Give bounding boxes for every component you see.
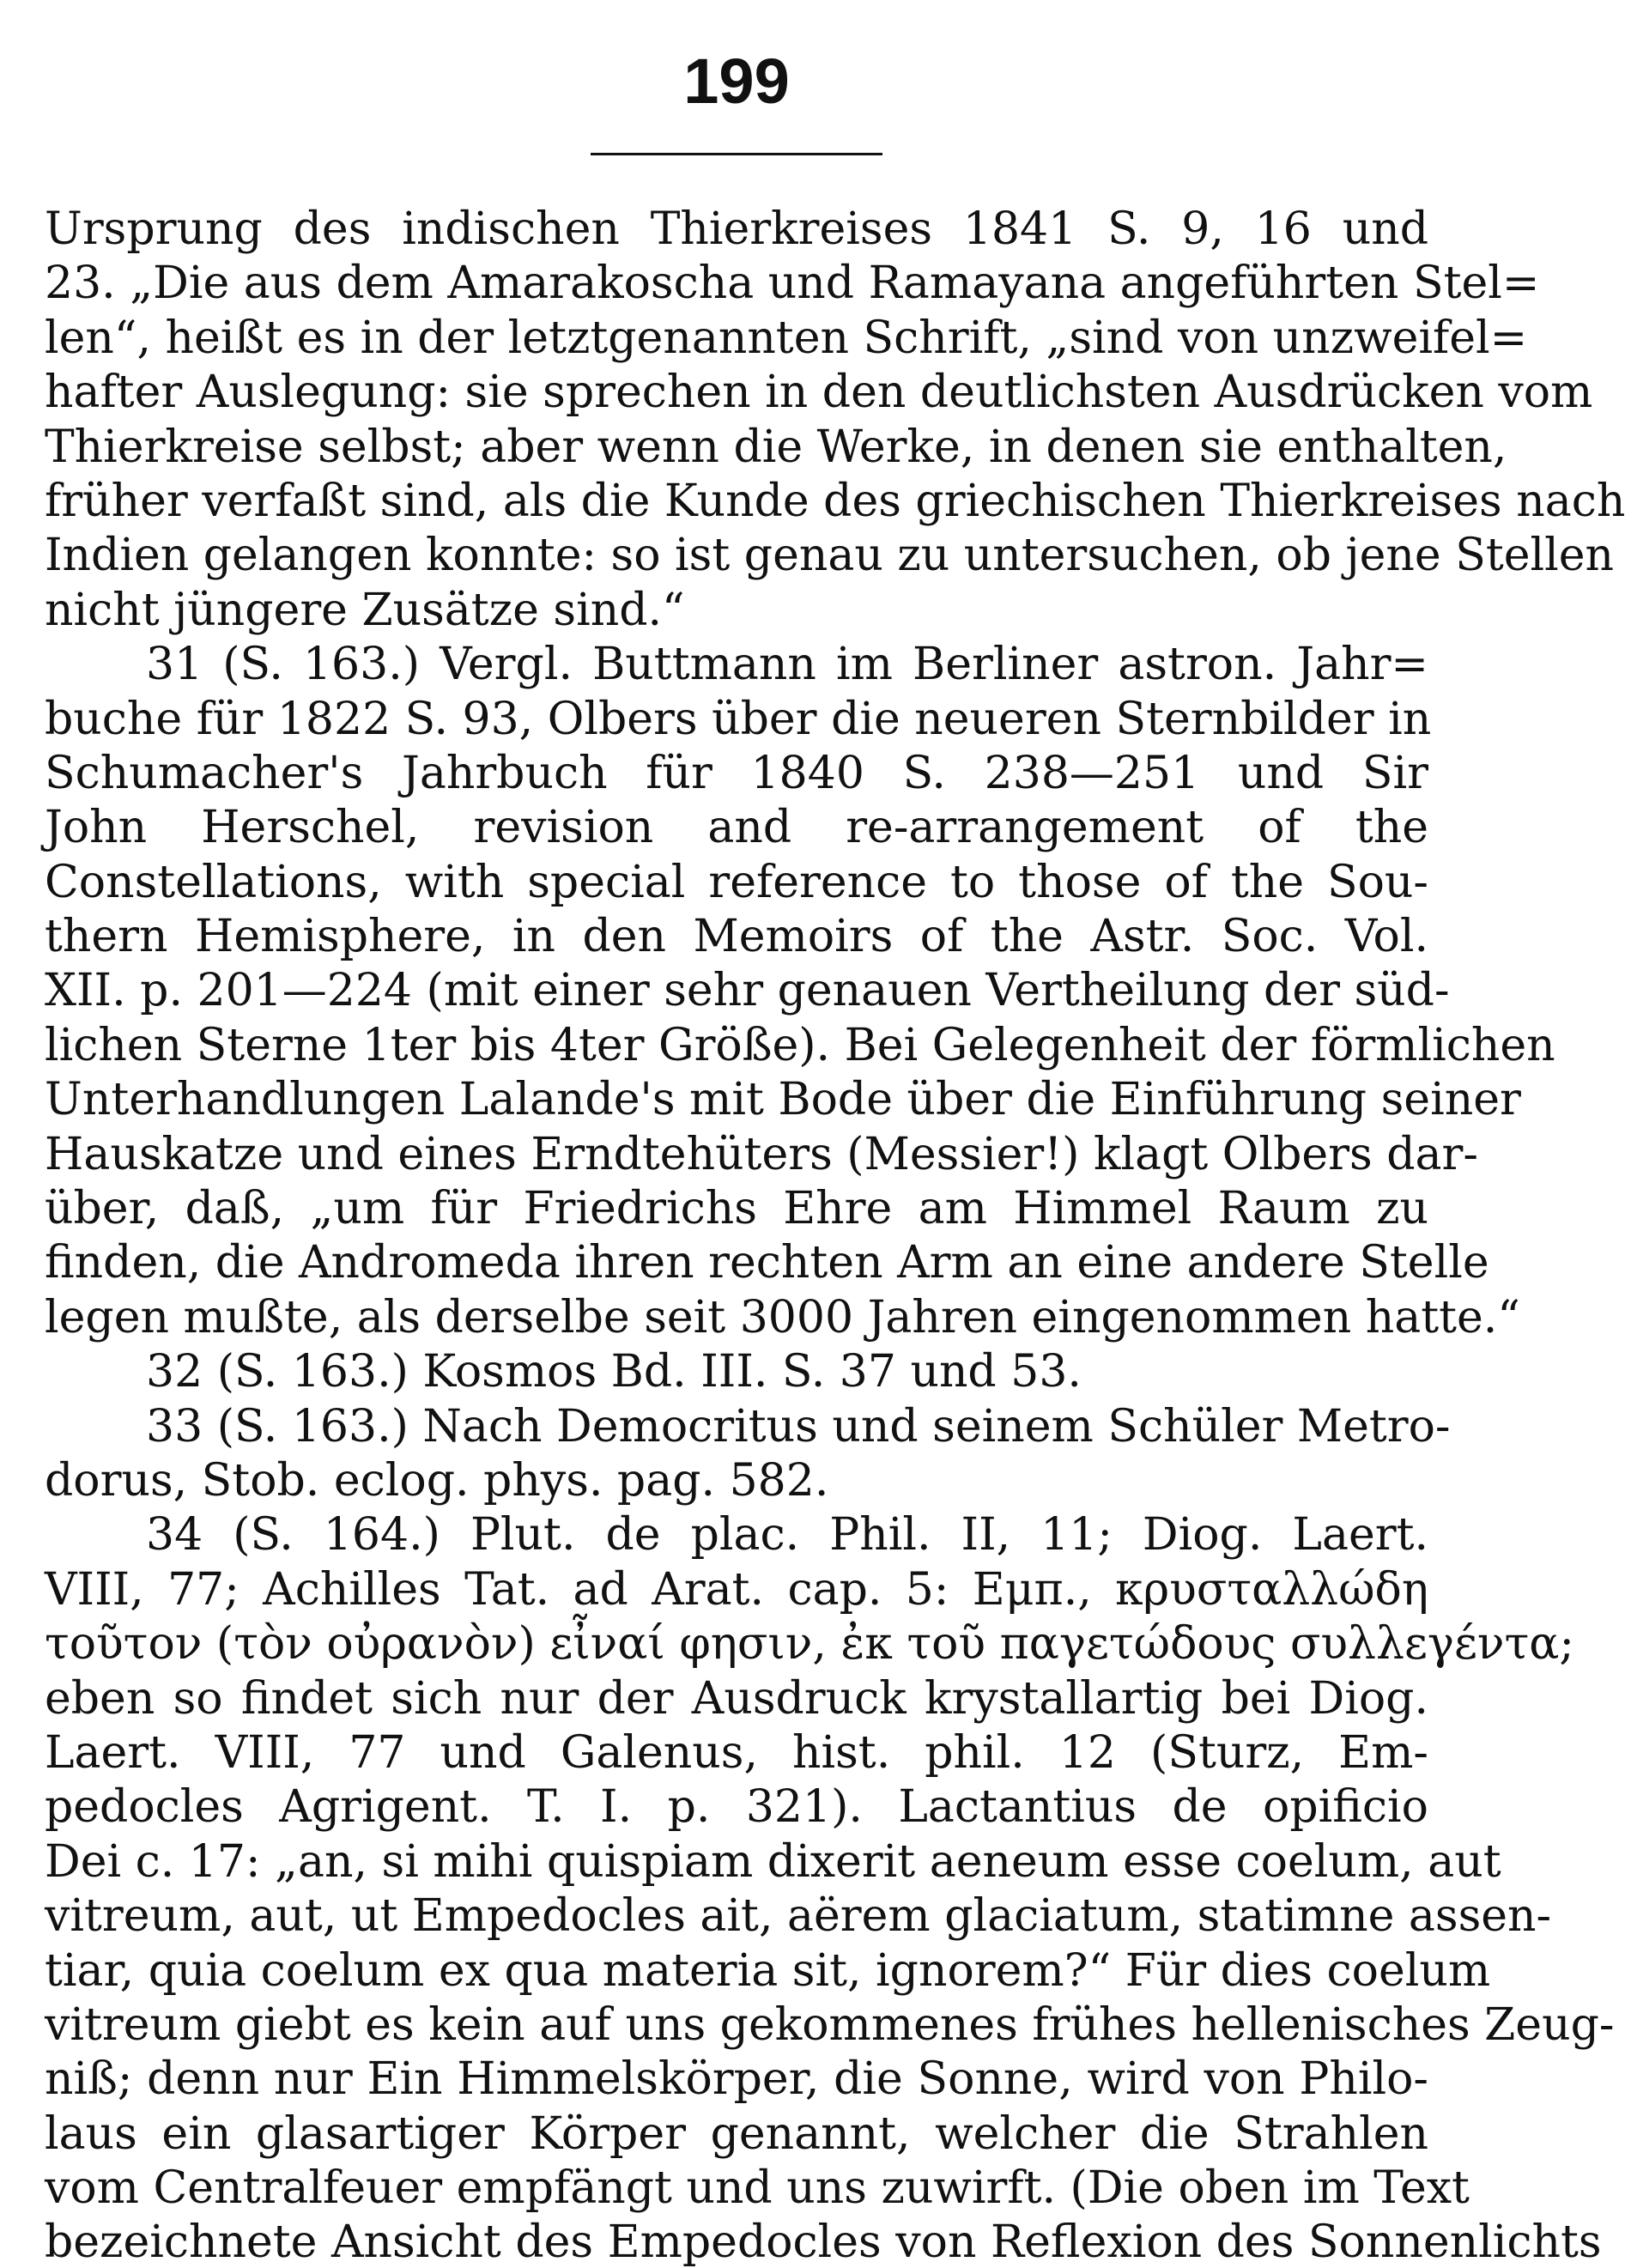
page-number: 199 xyxy=(683,45,790,117)
text-line: vom Centralfeuer empfängt und uns zuwirft. (Die oben im Text xyxy=(45,2162,1470,2215)
text-line: Ursprung des indischen Thierkreises 1841 S. 9, 16 und xyxy=(45,203,1428,255)
text-line: buche für 1822 S. 93, Olbers über die neueren Sternbilder in xyxy=(45,693,1432,745)
text-line: 33 (S. 163.) Nach Democritus und seinem Schüler Metro- xyxy=(146,1400,1451,1452)
text-line: Schumacher's Jahrbuch für 1840 S. 238—251 und Sir xyxy=(45,747,1428,799)
text-line: nicht jüngere Zusätze sind.“ xyxy=(45,584,685,636)
text-line: Thierkreise selbst; aber wenn die Werke, in denen sie enthalten, xyxy=(45,421,1507,473)
text-line: τοῦτον (τὸν οὐρανὸν) εἶναί φησιν, ἐκ τοῦ παγετώδους συλλεγέντα; xyxy=(45,1618,1574,1671)
text-line: Unterhandlungen Lalande's mit Bode über die Einführung seiner xyxy=(45,1074,1521,1126)
text-line: pedocles Agrigent. T. I. p. 321). Lactantius de opificio xyxy=(45,1781,1428,1834)
text-line: Dei c. 17: „an, si mihi quispiam dixerit aeneum esse coelum, aut xyxy=(45,1835,1501,1888)
text-line: Laert. VIII, 77 und Galenus, hist. phil. 12 (Sturz, Em- xyxy=(45,1726,1428,1779)
text-line: lichen Sterne 1ter bis 4ter Größe). Bei Gelegenheit der förmlichen xyxy=(45,1019,1555,1071)
text-line: vitreum giebt es kein auf uns gekommenes frühes hellenisches Zeug- xyxy=(45,1998,1615,2051)
text-line: niß; denn nur Ein Himmelskörper, die Sonne, wird von Philo- xyxy=(45,2053,1428,2106)
text-line: vitreum, aut, ut Empedocles ait, aërem glaciatum, statimne assen- xyxy=(45,1890,1552,1943)
text-line: dorus, Stob. eclog. phys. pag. 582. xyxy=(45,1454,829,1507)
text-line: über, daß, „um für Friedrichs Ehre am Himmel Raum zu xyxy=(45,1183,1428,1235)
text-line: VIII, 77; Achilles Tat. ad Arat. cap. 5: Εμπ., κρυσταλλώδη xyxy=(45,1563,1428,1616)
text-line: XII. p. 201—224 (mit einer sehr genauen Vertheilung der süd- xyxy=(45,965,1450,1017)
text-line: thern Hemisphere, in den Memoirs of the Astr. Soc. Vol. xyxy=(45,911,1428,963)
text-line: eben so findet sich nur der Ausdruck krystallartig bei Diog. xyxy=(45,1672,1428,1725)
text-line: Indien gelangen konnte: so ist genau zu untersuchen, ob jene Stellen xyxy=(45,530,1615,582)
text-line: früher verfaßt sind, als die Kunde des griechischen Thierkreises nach xyxy=(45,475,1625,527)
text-line: hafter Auslegung: sie sprechen in den deutlichsten Ausdrücken vom xyxy=(45,367,1593,419)
text-line: tiar, quia coelum ex qua materia sit, ignorem?“ Für dies coelum xyxy=(45,1944,1491,1997)
header-rule xyxy=(591,153,882,155)
text-line: len“, heißt es in der letztgenannten Schrift, „sind von unzweifel= xyxy=(45,312,1528,364)
text-line: 34 (S. 164.) Plut. de plac. Phil. II, 11; Diog. Laert. xyxy=(146,1509,1428,1562)
text-line: 31 (S. 163.) Vergl. Buttmann im Berliner astron. Jahr= xyxy=(146,639,1428,691)
text-line: laus ein glasartiger Körper genannt, welcher die Strahlen xyxy=(45,2107,1428,2160)
text-line: John Herschel, revision and re-arrangement of the xyxy=(45,802,1428,854)
text-line: finden, die Andromeda ihren rechten Arm an eine andere Stelle xyxy=(45,1237,1489,1289)
text-line: 23. „Die aus dem Amarakoscha und Ramayana angeführten Stel= xyxy=(45,258,1540,310)
text-line: Hauskatze und eines Erndtehüters (Messier!) klagt Olbers dar- xyxy=(45,1128,1478,1180)
text-line: Constellations, with special reference to those of the Sou- xyxy=(45,856,1428,908)
text-line: 32 (S. 163.) Kosmos Bd. III. S. 37 und 53. xyxy=(146,1346,1082,1398)
text-line: legen mußte, als derselbe seit 3000 Jahren eingenommen hatte.“ xyxy=(45,1291,1520,1343)
footnote-text xyxy=(45,203,1625,2268)
text-line: bezeichnete Ansicht des Empedocles von Reflexion des Sonnenlichts xyxy=(45,2216,1602,2268)
